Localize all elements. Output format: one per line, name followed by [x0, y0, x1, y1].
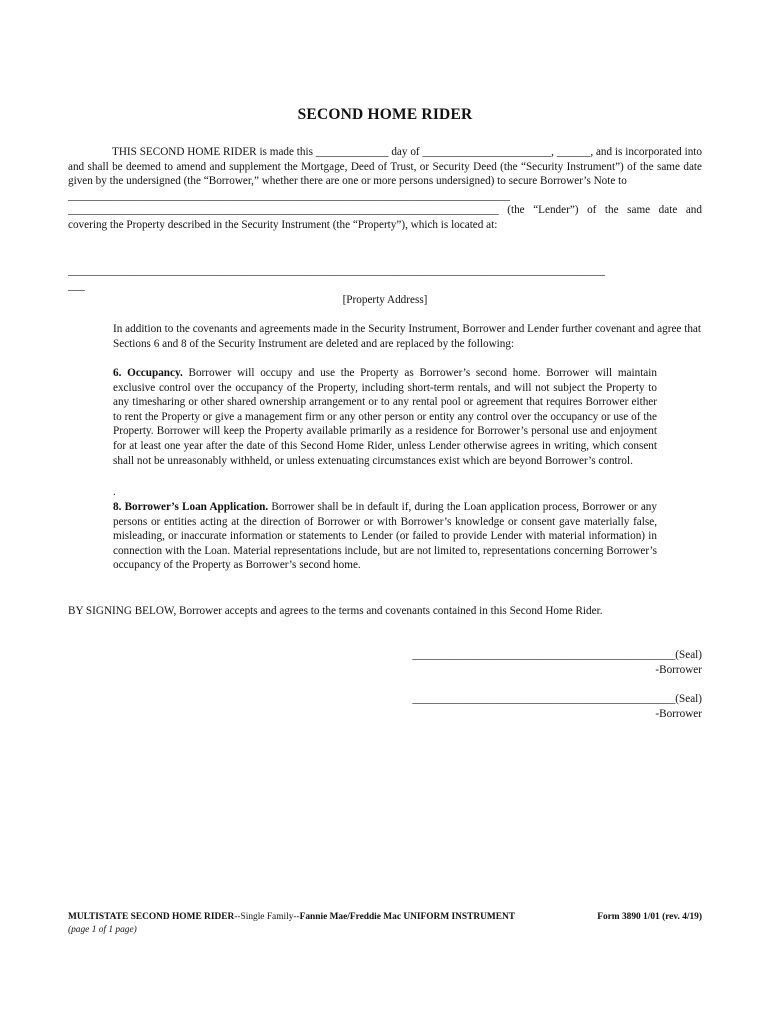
covenant-text: In addition to the covenants and agreements made in the Security Instrument, Borrower and Lender further covenant and agree that Sections 6 and 8 of the Security Instrument are deleted and are replaced by the following: — [113, 323, 701, 350]
footer-page-number: (page 1 of 1 page) — [68, 924, 137, 935]
stray-period: . — [113, 486, 116, 498]
document-title: SECOND HOME RIDER — [297, 106, 473, 123]
intro-paragraph — [68, 145, 702, 233]
covenant-paragraph — [113, 322, 701, 351]
footer-form-title — [68, 911, 515, 924]
signature-line: _______________________________________________(Seal) — [412, 649, 702, 661]
footer-family-type: --Single Family-- — [234, 912, 300, 922]
section-8-heading: 8. Borrower’s Loan Application. — [113, 501, 269, 513]
section-8-loan-application — [113, 500, 657, 573]
signing-statement: BY SIGNING BELOW, Borrower accepts and agrees to the terms and covenants contained in this Second Home Rider. — [68, 605, 603, 617]
signature-block-1 — [412, 648, 702, 677]
footer-instrument-name: Fannie Mae/Freddie Mac UNIFORM INSTRUMENT — [299, 912, 516, 922]
footer-rider-name: MULTISTATE SECOND HOME RIDER — [68, 912, 235, 922]
section-6-occupancy — [113, 366, 657, 468]
page-footer — [68, 911, 702, 936]
intro-text: THIS SECOND HOME RIDER is made this _____________ day of _______________________, ______, and is incorporated into and shall be deemed to amend and supplement the Mortgage, Deed of Trust, or Security Deed (the “Security Instrument”) of the same date given by the undersigned (the “Borrower,” whether there are one or more persons undersigned) to secure Borrower’s Note to — [68, 146, 702, 188]
footer-form-number: Form 3890 1/01 (rev. 4/19) — [597, 912, 702, 922]
section-6-heading: 6. Occupancy. — [113, 367, 183, 379]
property-address-label: [Property Address] — [342, 294, 428, 306]
property-address-line: ________________________________________________________________________________________________ — [68, 265, 605, 277]
section-6-body: Borrower will occupy and use the Property as Borrower’s second home. Borrower will maintain exclusive control over the occupancy of the Property, including short-term rentals, and will not subject the Property to any timesharing or other shared ownership arrangement or to any rental pool or agreement that requires Borrower either to rent the Property or give a management firm or any other person or entity any control over the occupancy or use of the Property. Borrower will keep the Property available primarily as a residence for Borrower’s personal use and enjoyment for at least one year after the date of this Second Home Rider, unless Lender otherwise agrees in writing, which consent shall not be unreasonably withheld, or unless extenuating circumstances exist which are beyond Borrower’s control. — [113, 367, 657, 467]
signature-line: _______________________________________________(Seal) — [412, 693, 702, 705]
signature-block-2 — [412, 692, 702, 721]
signature-role: -Borrower — [655, 663, 702, 676]
section-8-body: Borrower shall be in default if, during the Loan application process, Borrower or any persons or entities acting at the direction of Borrower or with Borrower’s knowledge or consent gave materially false, misleading, or inaccurate information or statements to Lender (or failed to provide Lender with material information) in connection with the Loan. Material representations include, but are not limited to, representations concerning Borrower’s occupancy of the Property as Borrower’s second home. — [113, 501, 657, 572]
lender-blank-line: _______________________________________________________________________________ — [68, 189, 510, 202]
property-address-line-end: ___ — [68, 280, 85, 292]
lender-definition-text: _____________________________________________________________________________ (the “Lender”) of the same date and covering the Property described in the Security Instrument (the “Property”), which is located at: — [68, 204, 702, 231]
signature-role: -Borrower — [655, 707, 702, 720]
